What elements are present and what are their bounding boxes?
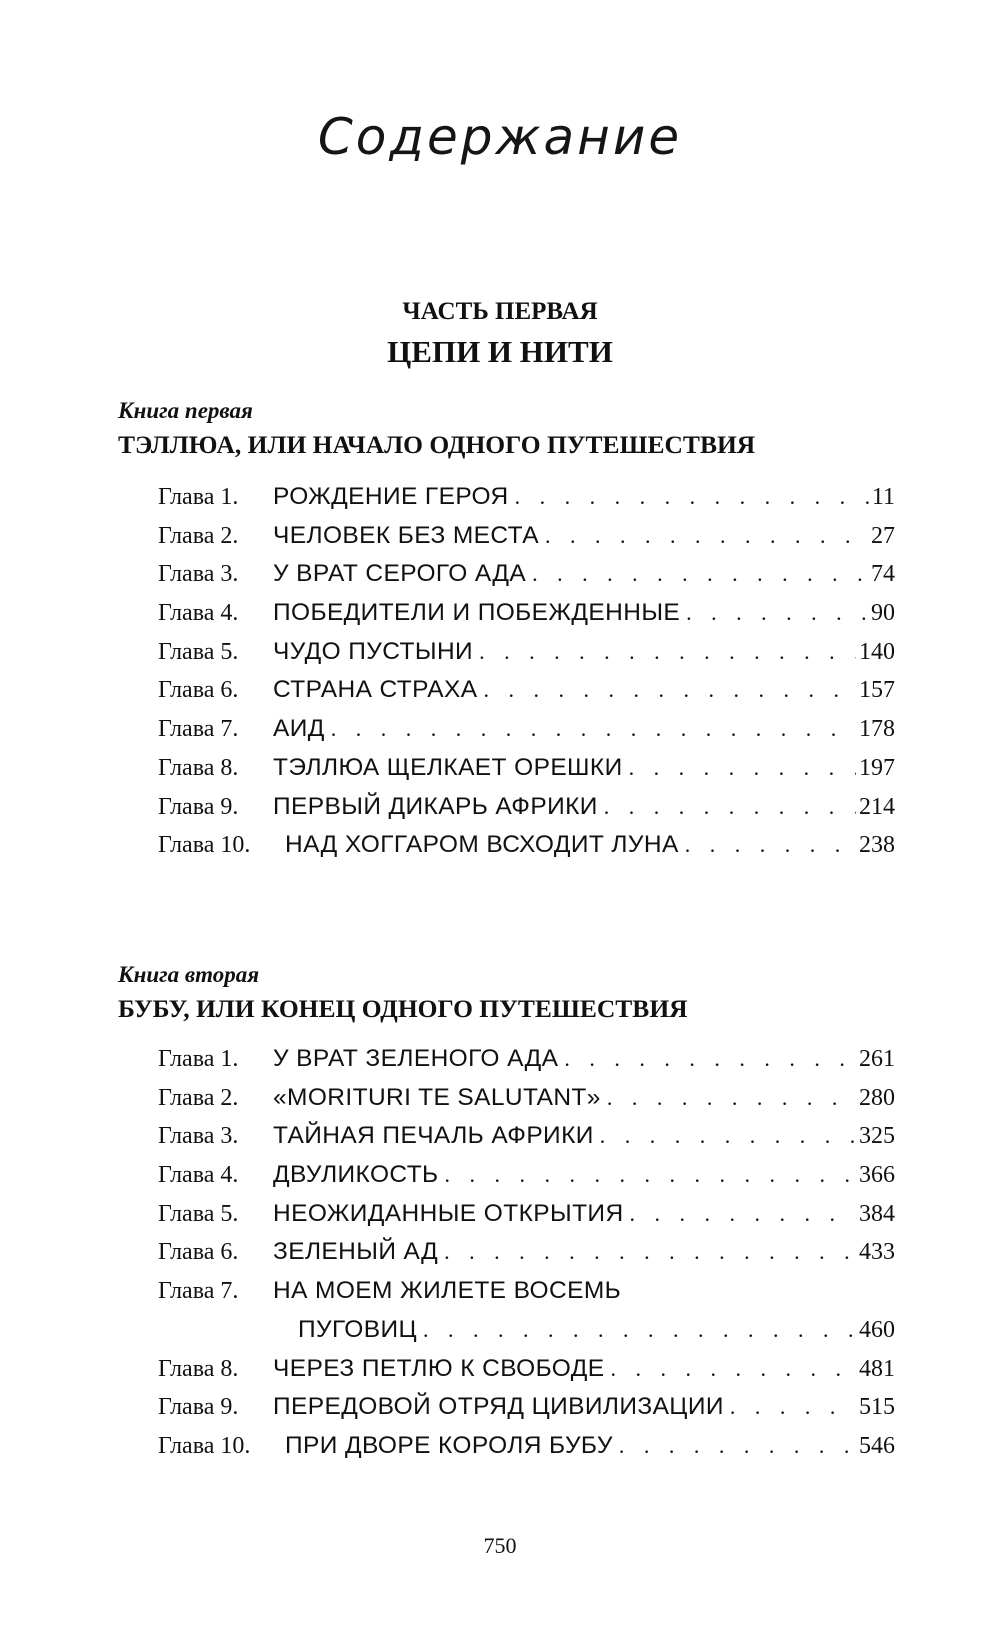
chapter-number: Глава 10. <box>158 832 251 859</box>
toc-entry[interactable] <box>158 1042 895 1081</box>
chapter-page: 74 <box>871 561 895 588</box>
chapter-page: 460 <box>859 1317 895 1344</box>
chapter-title-line1: НА МОЕМ ЖИЛЕТЕ ВОСЕМЬ <box>273 1277 622 1305</box>
dot-leader <box>515 482 869 512</box>
book-2-chapter-list <box>158 1042 895 1468</box>
chapter-title: СТРАНА СТРАХА <box>273 676 478 704</box>
chapter-page: 546 <box>859 1432 895 1459</box>
toc-entry[interactable] <box>158 557 895 596</box>
chapter-title: ЧЕЛОВЕК БЕЗ МЕСТА <box>273 521 539 549</box>
chapter-number: Глава 2. <box>158 1084 239 1111</box>
chapter-number: Глава 1. <box>158 484 239 510</box>
dot-leader <box>423 1315 856 1345</box>
dot-leader <box>532 559 868 589</box>
chapter-number: Глава 3. <box>158 561 239 588</box>
chapter-page: 481 <box>859 1355 895 1382</box>
chapter-page: 90 <box>871 600 895 627</box>
dot-leader <box>629 753 856 783</box>
chapter-title: НАД ХОГГАРОМ ВСХОДИТ ЛУНА <box>285 831 679 859</box>
chapter-title: НЕОЖИДАННЫЕ ОТКРЫТИЯ <box>273 1199 624 1227</box>
toc-entry[interactable] <box>158 828 895 867</box>
chapter-title: ПЕРВЫЙ ДИКАРЬ АФРИКИ <box>273 792 598 820</box>
dot-leader <box>484 675 856 705</box>
chapter-number: Глава 7. <box>158 1278 239 1305</box>
dot-leader <box>619 1431 856 1461</box>
chapter-title: АИД <box>273 715 325 743</box>
chapter-page: 280 <box>859 1084 895 1111</box>
chapter-title: У ВРАТ СЕРОГО АДА <box>273 560 527 588</box>
chapter-page: 214 <box>859 793 895 820</box>
dot-leader <box>445 1160 856 1190</box>
part-label: ЧАСТЬ ПЕРВАЯ <box>402 298 598 325</box>
chapter-page: 366 <box>859 1162 895 1189</box>
chapter-number: Глава 1. <box>158 1046 239 1072</box>
dot-leader <box>564 1044 856 1074</box>
chapter-page: 157 <box>859 677 895 704</box>
toc-entry[interactable] <box>158 1235 895 1274</box>
chapter-title: ТЭЛЛЮА ЩЕЛКАЕТ ОРЕШКИ <box>273 753 623 781</box>
toc-entry[interactable] <box>158 480 895 519</box>
toc-entry[interactable] <box>158 1274 895 1351</box>
chapter-title: ДВУЛИКОСТЬ <box>273 1161 439 1189</box>
chapter-page: 27 <box>871 522 895 549</box>
dot-leader <box>630 1199 856 1229</box>
chapter-number: Глава 5. <box>158 1200 239 1227</box>
chapter-page: 384 <box>859 1200 895 1227</box>
chapter-page: 140 <box>859 638 895 665</box>
chapter-number: Глава 10. <box>158 1432 251 1459</box>
chapter-page: 433 <box>859 1239 895 1266</box>
chapter-title: ПОБЕДИТЕЛИ И ПОБЕЖДЕННЫЕ <box>273 599 681 627</box>
dot-leader <box>600 1121 856 1151</box>
toc-entry[interactable] <box>158 635 895 674</box>
chapter-number: Глава 7. <box>158 716 239 743</box>
toc-entry[interactable] <box>158 751 895 790</box>
chapter-title: ЧУДО ПУСТЫНИ <box>273 637 474 665</box>
chapter-number: Глава 6. <box>158 1239 239 1266</box>
book-1-label: Книга первая <box>118 398 253 423</box>
toc-entry[interactable] <box>158 1119 895 1158</box>
chapter-number: Глава 2. <box>158 522 239 549</box>
toc-entry[interactable] <box>158 519 895 558</box>
toc-entry[interactable] <box>158 790 895 829</box>
chapter-number: Глава 8. <box>158 1355 239 1382</box>
dot-leader <box>607 1083 856 1113</box>
chapter-title: РОЖДЕНИЕ ГЕРОЯ <box>273 483 509 510</box>
book-2-label: Книга вторая <box>118 962 260 987</box>
part-title: ЦЕПИ И НИТИ <box>387 334 613 369</box>
chapter-title: У ВРАТ ЗЕЛЕНОГО АДА <box>273 1045 559 1072</box>
toc-entry[interactable] <box>158 1429 895 1468</box>
toc-entry[interactable] <box>158 1352 895 1391</box>
chapter-title: ЧЕРЕЗ ПЕТЛЮ К СВОБОДЕ <box>273 1354 605 1382</box>
dot-leader <box>685 830 856 860</box>
toc-entry[interactable] <box>158 1390 895 1429</box>
toc-entry[interactable] <box>158 1197 895 1236</box>
dot-leader <box>444 1237 856 1267</box>
chapter-page: 238 <box>859 832 895 859</box>
dot-leader <box>479 637 856 667</box>
book-1-chapter-list <box>158 480 895 867</box>
toc-entry[interactable] <box>158 673 895 712</box>
page-number: 750 <box>483 1533 517 1558</box>
book-2-title: БУБУ, ИЛИ КОНЕЦ ОДНОГО ПУТЕШЕСТВИЯ <box>118 994 688 1023</box>
dot-leader <box>686 598 868 628</box>
chapter-number: Глава 9. <box>158 1394 239 1421</box>
chapter-title: ПЕРЕДОВОЙ ОТРЯД ЦИВИЛИЗАЦИИ <box>273 1393 724 1421</box>
dot-leader <box>331 714 856 744</box>
chapter-page: 11 <box>871 484 895 510</box>
book-1-title: ТЭЛЛЮА, ИЛИ НАЧАЛО ОДНОГО ПУТЕШЕСТВИЯ <box>118 430 756 459</box>
chapter-title: ТАЙНАЯ ПЕЧАЛЬ АФРИКИ <box>273 1122 594 1150</box>
toc-entry[interactable] <box>158 596 895 635</box>
dot-leader <box>730 1392 856 1422</box>
chapter-number: Глава 6. <box>158 677 239 704</box>
chapter-title: ЗЕЛЕНЫЙ АД <box>273 1238 439 1266</box>
chapter-number: Глава 9. <box>158 793 239 820</box>
chapter-number: Глава 4. <box>158 1162 239 1189</box>
toc-entry[interactable] <box>158 712 895 751</box>
chapter-title: ПУГОВИЦ <box>298 1316 417 1344</box>
chapter-page: 261 <box>859 1046 895 1072</box>
chapter-page: 325 <box>859 1123 895 1150</box>
toc-entry[interactable] <box>158 1158 895 1197</box>
dot-leader <box>545 521 868 551</box>
chapter-number: Глава 8. <box>158 754 239 781</box>
chapter-title: ПРИ ДВОРЕ КОРОЛЯ БУБУ <box>285 1431 613 1459</box>
page-title: Содержание <box>317 108 683 166</box>
chapter-number: Глава 3. <box>158 1123 239 1150</box>
chapter-page: 178 <box>859 716 895 743</box>
dot-leader <box>604 792 856 822</box>
chapter-number: Глава 5. <box>158 638 239 665</box>
chapter-page: 515 <box>859 1394 895 1421</box>
toc-entry[interactable] <box>158 1081 895 1120</box>
dot-leader <box>610 1354 856 1384</box>
chapter-page: 197 <box>859 754 895 781</box>
chapter-number: Глава 4. <box>158 600 239 627</box>
chapter-title: «MORITURI TE SALUTANT» <box>273 1083 601 1111</box>
